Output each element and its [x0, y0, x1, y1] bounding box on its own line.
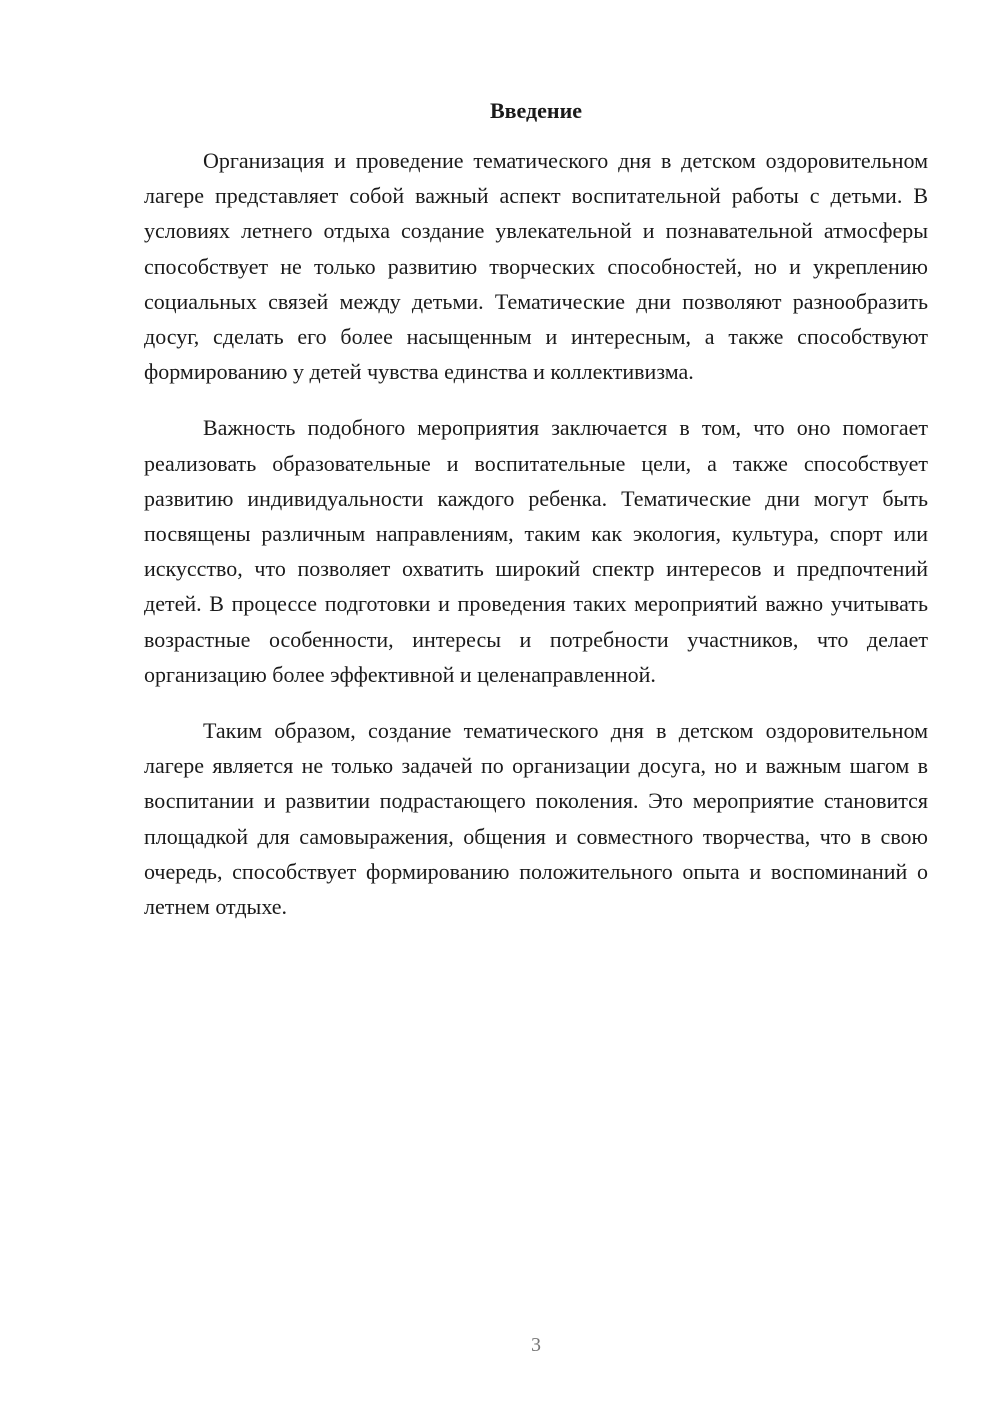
paragraph-1: Организация и проведение тематического дня в детском оздоровительном лагере представляет собой важный аспект воспитательной работы с детьми. В условиях летнего отдыха создание увлекательной и познавательной атмосферы способствует не только развитию творческих способностей, но и укреплению социальных связей между детьми. Тематические дни позволяют разнообразить досуг, сделать его более насыщенным и интересным, а также способствуют формированию у детей чувства единства и коллективизма. — [144, 148, 928, 385]
page-number: 3 — [531, 1334, 541, 1356]
body-text — [144, 143, 928, 945]
paragraph-2: Важность подобного мероприятия заключается в том, что оно помогает реализовать образовательные и воспитательные цели, а также способствует развитию индивидуальности каждого ребенка. Тематические дни могут быть посвящены различным направлениям, таким как экология, культура, спорт или искусство, что позволяет охватить широкий спектр интересов и предпочтений детей. В процессе подготовки и проведения таких мероприятий важно учитывать возрастные особенности, интересы и потребности участников, что делает организацию более эффективной и целенаправленной. — [144, 415, 928, 687]
paragraph-3: Таким образом, создание тематического дня в детском оздоровительном лагере является не только задачей по организации досуга, но и важным шагом в воспитании и развитии подрастающего поколения. Это мероприятие становится площадкой для самовыражения, общения и совместного творчества, что в свою очередь, способствует формированию положительного опыта и воспоминаний о летнем отдыхе. — [144, 718, 928, 920]
section-heading: Введение — [489, 98, 583, 123]
